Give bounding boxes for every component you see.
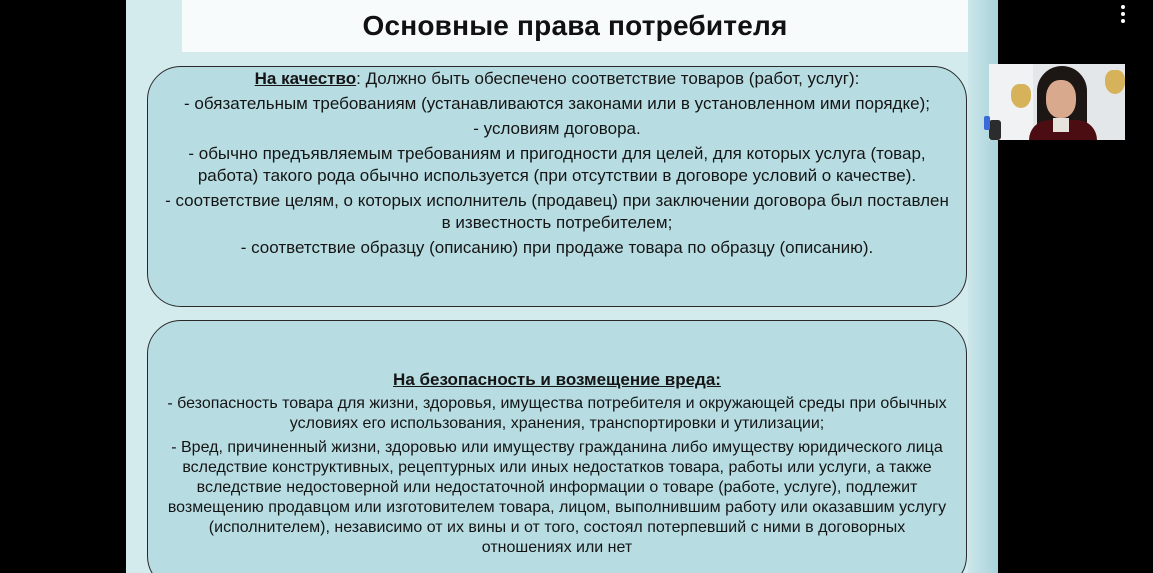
quality-item: - условиям договора. [473, 119, 641, 138]
emblem-icon [1105, 70, 1125, 94]
slide-title: Основные права потребителя [362, 10, 788, 41]
safety-rights-box [147, 320, 967, 573]
quality-item: - соответствие образцу (описанию) при продаже товара по образцу (описанию). [240, 238, 874, 257]
quality-rights-box [147, 66, 967, 307]
presenter-face [1046, 80, 1076, 118]
video-tile-drag-handle[interactable] [984, 116, 990, 130]
more-options-button[interactable] [1112, 2, 1134, 26]
more-vert-icon [1121, 19, 1125, 23]
quality-item: - соответствие целям, о которых исполнитель (продавец) при заключении договора был поставлен в известность потребителем; [165, 191, 949, 232]
quality-heading: На качество [254, 69, 357, 88]
safety-item: - безопасность товара для жизни, здоровья, имущества потребителя и окружающей среды при обычных условиях его использования, хранения, транспортировки и утилизации; [167, 395, 947, 432]
microphone-icon [989, 120, 1001, 140]
quality-item: - обязательным требованиям (устанавливаются законами или в установленном ими порядке); [184, 94, 930, 113]
quality-intro-text: : Должно быть обеспечено соответствие товаров (работ, услуг): [356, 69, 860, 88]
presentation-slide [126, 0, 998, 573]
presenter-collar [1053, 118, 1069, 132]
more-vert-icon [1121, 12, 1125, 16]
safety-item: - Вред, причиненный жизни, здоровью или имуществу гражданина либо имуществу юридического лица вследствие конструктивных, рецептурных или иных недостатков товара, работы или услуги, а также вследствие недостоверной или недостаточной информации о товаре (работе, услуге), подлежит возмещению продавцом или изготовителем товара, лицом, выполнившим работу или оказавшим услугу (исполнителем), независимо от их вины и от того, состоял потерпевший с ними в договорных отношениях или нет [167, 439, 947, 556]
slide-title-bar [182, 0, 968, 52]
presenter-video-tile[interactable] [989, 64, 1125, 140]
quality-item: - обычно предъявляемым требованиям и пригодности для целей, для которых услуга (товар, работа) такого рода обычно используется (при отсутствии в договоре условий о качестве). [188, 144, 926, 185]
more-vert-icon [1121, 5, 1125, 9]
quality-intro [162, 68, 952, 90]
safety-heading: На безопасность и возмещение вреда: [393, 370, 721, 389]
emblem-icon [1011, 84, 1031, 108]
